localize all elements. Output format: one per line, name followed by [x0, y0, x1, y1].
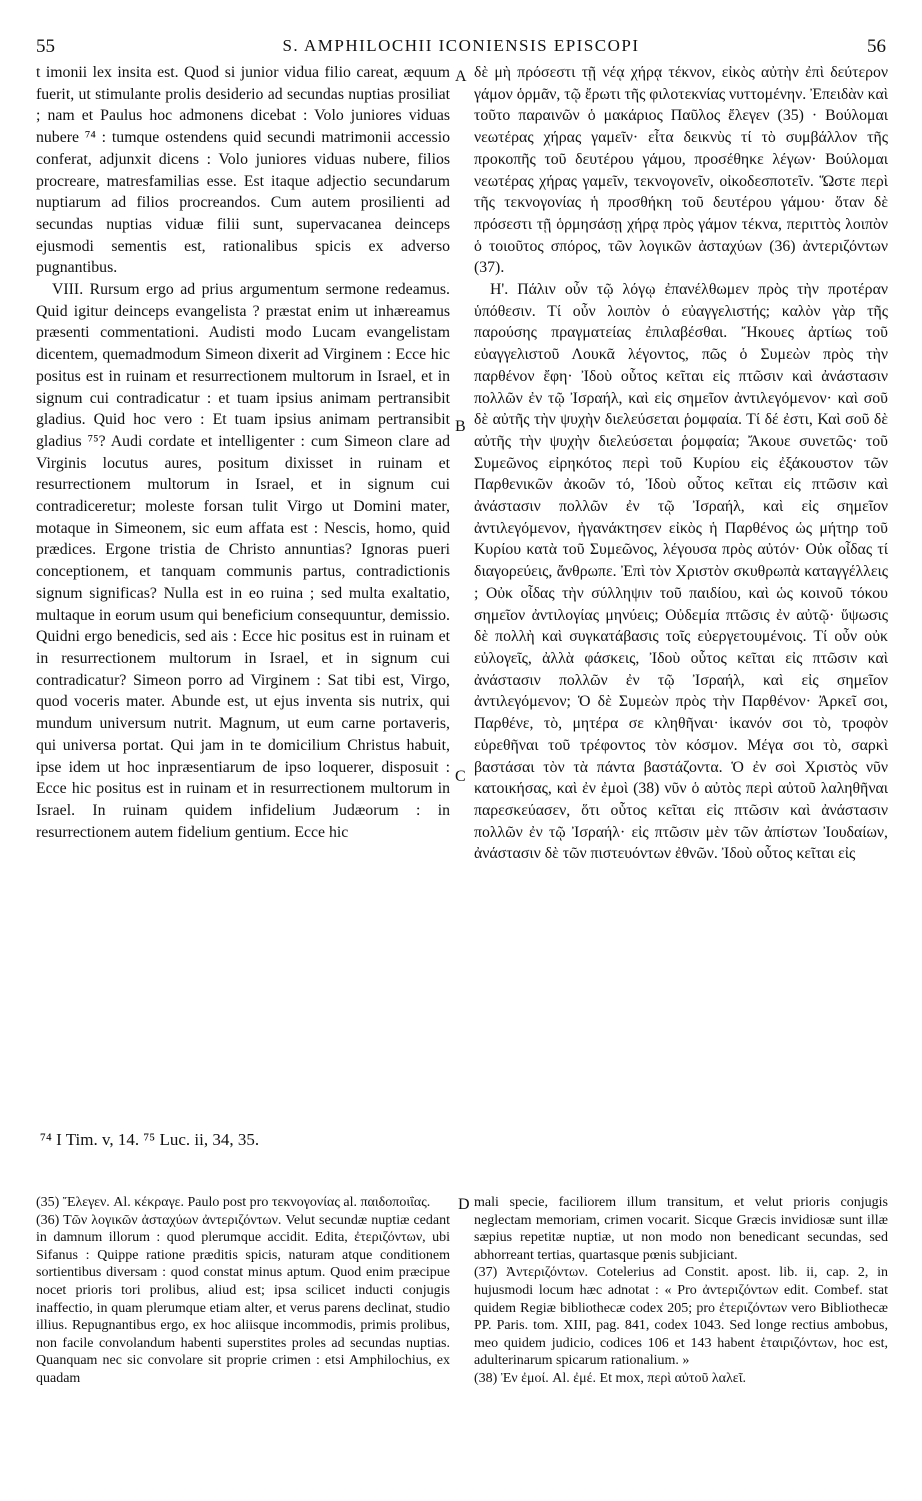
margin-letter-a: A [455, 68, 467, 85]
greek-paragraph-2: Η'. Πάλιν οὖν τῷ λόγῳ ἐπανέλθωμεν πρὸς τὴν προτέραν ὑπόθεσιν. Τί οὖν λοιπὸν ὁ εὐαγγελιστής; καλὸν γὰρ τῆς παρούσης πραγματείας ἐπιλαβέσθαι. Ἤκουες ἀρτίως τοῦ εὐαγγελιστοῦ Λουκᾶ λέγοντος, πῶς ὁ Συμεὼν πρὸς τὴν παρθένον ἔφη· Ἰδοὺ οὗτος κεῖται εἰς πτῶσιν καὶ ἀνάστασιν πολλῶν ἐν τῷ Ἰσραήλ, καὶ εἰς σημεῖον ἀντιλεγόμενον· καὶ σοῦ δὲ αὐτῆς τὴν ψυχὴν διελεύσεται ῥομφαία. Τί δέ ἐστι, Καὶ σοῦ δὲ αὐτῆς τὴν ψυχὴν διελεύσεται ῥομφαία; Ἄκουε συνετῶς· τοῦ Συμεῶνος εἰρηκότος περὶ τοῦ Κυρίου εἰς ἐξάκουστον τῶν Παρθενικῶν ἀκοῶν τό, Ἰδοὺ οὗτος κεῖται εἰς πτῶσιν καὶ ἀνάστασιν πολλῶν ἐν τῷ Ἰσραήλ, καὶ εἰς σημεῖον ἀντιλεγόμενον, ἠγανάκτησεν εἰκὸς ἡ Παρθένος ὡς μήτηρ τοῦ Κυρίου κατὰ τοῦ Συμεῶνος, λέγουσα πρὸς αὐτόν· Οὐκ οἶδας τί διαγορεύεις, ἄνθρωπε. Ἐπὶ τὸν Χριστὸν σκυθρωπὰ καταγγέλλεις ; Οὐκ οἶδας τὴν σύλληψιν τοῦ παιδίου, καὶ ὡς κοινοῦ τόκου σημεῖον ἀντιλογίας μηνύεις; Οὐδεμία πτῶσις ἐν αὐτῷ· ὕψωσις δὲ πολλὴ καὶ συγκατάβασις τοῖς εὐεργετουμένοις. Τί οὖν οὐκ εὐλογεῖς, ἀλλὰ φάσκεις, Ἰδοὺ οὗτος κεῖται εἰς πτῶσιν καὶ ἀνάστασιν πολλῶν ἐν τῷ Ἰσραήλ, καὶ εἰς σημεῖον ἀντιλεγόμενον; Ὁ δὲ Συμεὼν πρὸς τὴν Παρθένον· Ἀρκεῖ σοι, Παρθένε, τὸ, μητέρα σε κληθῆναι· ἱκανόν σοι τὸ, τροφὸν εὑρεθῆναι τοῦ τρέφοντος τὸν κόσμον. Μέγα σοι τὸ, σαρκὶ βαστάσαι τὸν τὰ πάντα βαστάζοντα. Ὁ ἐν σοὶ Χριστὸς νῦν κατοικήσας, καὶ ἐν ἐμοὶ (38) νῦν ὁ αὐτὸς περὶ αὐτοῦ λαληθῆναι παρεσκεύασεν, ὅτι οὗτος κεῖται εἰς πτῶσιν καὶ ἀνάστασιν πολλῶν ἐν τῷ Ἰσραήλ· εἰς πτῶσιν μὲν τῶν ἀπίστων Ἰουδαίων, ἀνάστασιν δὲ τῶν πιστευόντων ἐθνῶν. Ἰδοὺ οὗτος κεῖται εἰς [474, 281, 888, 863]
note-35: (35) Ἔλεγεν. Al. κέκραγε. Paulo post pro τεκνογονίας al. παιδοποιΐας. [36, 1195, 431, 1210]
latin-paragraph-1: t imonii lex insita est. Quod si junior vidua filio careat, æquum fuerit, ut stimulante prolis desiderio ad secundas nuptias prosiliat ; nam et Paulus hoc admonens dicebat : Volo juniores viduas nubere ⁷⁴ : tumque ostendens quid secundi matrimonii accessio conferat, adjunxit dicens : Volo juniores viduas nubere, filios procreare, matresfamilias esse. Est itaque adjectio secundarum nuptiarum ad filios procreandos. Cum autem prosilienti ad secundas nuptias viduæ filii sunt, supervacanea deinceps ejusmodi sementis est, rationalibus spicis ex adverso pugnantibus. [36, 64, 450, 277]
notes-right-column [474, 1194, 888, 1388]
margin-letter-c: C [455, 768, 466, 785]
margin-letter-b: B [455, 418, 466, 435]
note-36: (36) Τῶν λογικῶν ἀσταχύων ἀντεριζόντων. Velut secundæ nuptiæ cedant in damnum illorum : quod plerumque accidit. Edita, ἐτεριζόντων, ubi Sifanus : Quippe ratione præditis spicis, naturam atque conditionem sortientibus diversam : quod constat minus aptum. Quod enim præcipue nocet prioris tori prolibus, aliud est; ipsa scilicet inducti conjugis inaffectio, in quam plerumque etiam alter, et verus parens declinat, studio illius. Repugnantibus ergo, ex hoc aliisque incommodis, primis prolibus, non facile convolandum habenti superstites proles ad secundas nuptias. Quanquam nec sic convolare sit proprie crimen : etsi Amphilochius, ex quadam [36, 1212, 450, 1386]
notes-left-column [36, 1194, 450, 1388]
page-header [36, 36, 886, 58]
running-title: S. AMPHILOCHII ICONIENSIS EPISCOPI [282, 36, 640, 55]
page-number-left: 55 [36, 36, 55, 57]
greek-paragraph-1: δὲ μὴ πρόσεστι τῇ νέᾳ χήρᾳ τέκνον, εἰκὸς αὐτὴν ἐπὶ δεύτερον γάμον ὁρμᾶν, τῷ ἔρωτι τῆς φιλοτεκνίας νυττομένην. Ἐπειδὰν καὶ τοῦτο παραινῶν ὁ μακάριος Παῦλος ἔλεγεν (35) · Βούλομαι νεωτέρας χήρας γαμεῖν· εἶτα δεικνὺς τί τὸ συμβάλλον τῆς προκοπῆς τοῦ δευτέρου γάμου, προσέθηκε λέγων· Βούλομαι νεωτέρας χήρας γαμεῖν, τεκνογονεῖν, οἰκοδεσποτεῖν. Ὥστε περὶ τῆς τεκνογονίας ἡ προσθήκη τοῦ δευτέρου γάμου· ὅταν δὲ πρόσεστι τῇ ὁρμησάσῃ χήρᾳ πρὸς γάμον τέκνα, περιττὸς λοιπὸν ὁ τοιοῦτος σπόρος, τῶν λογικῶν ἀσταχύων (36) ἀντεριζόντων (37). [474, 64, 888, 277]
greek-column [474, 62, 888, 865]
latin-paragraph-2: VIII. Rursum ergo ad prius argumentum sermone redeamus. Quid igitur deinceps evangelista ? præstat enim ut inhæreamus præsenti commentationi. Audisti modo Lucam evangelistam dicentem, quemadmodum Simeon dixerit ad Virginem : Ecce hic positus est in ruinam et resurrectionem multorum in Israel, et in signum cui contradicatur : et tuam ipsius animam pertransibit gladius. Quid hoc vero : Et tuam ipsius animam pertransibit gladius ⁷⁵? Audi cordate et intelligenter : cum Simeon clare ad Virginis locutus aures, positum dixisset in ruinam et resurrectionem multorum in Israel, et in signum cui contradiceretur; moleste forsan tulit Virgo ut Domini mater, motaque in Simeonem, sic eum affata est : Nescis, homo, quid prædices. Ergone tristia de Christo annuntias? Ignoras pueri conceptionem, et tanquam communis partus, contradictionis signum significas? Nulla est in eo ruina ; sed multa exaltatio, multaque in eorum usum qui beneficium consequuntur, demissio. Quidni ergo benedicis, sed ais : Ecce hic positus est in ruinam et in resurrectionem multorum in Israel, et in signum cui contradicatur? Simeon porro ad Virginem : Sat tibi est, Virgo, quod voceris mater. Abunde est, ut ejus inventa sis nutrix, qui mundum universum nutrit. Magnum, ut eum carne portaveris, qui universa portat. Qui jam in te domicilium Christus habuit, ipse idem ut hoc inpræsentiarum de ipso loquerer, disposuit : Ecce hic positus est in ruinam et in resurrectionem multorum in Israel. In ruinam quidem infidelium Judæorum : in resurrectionem autem fidelium gentium. Ecce hic [36, 281, 450, 841]
note-36-continued: mali specie, faciliorem illum transitum, et velut prioris conjugis neglectam memoriam, crimen vocarit. Sicque Græcis invidiosæ sunt illæ sæpius repetitæ nuptiæ, ut non modo non benedicant secundas, sed abhorreant tertias, quartasque pœnis subjiciant. [474, 1195, 888, 1263]
margin-letter-d: D [458, 1196, 470, 1213]
note-37: (37) Ἀντεριζόντων. Cotelerius ad Constit. apost. lib. ii, cap. 2, in hujusmodi locum hæc adnotat : « Pro ἀντεριζόντων edit. Combef. stat quidem Regiæ bibliothecæ codex 205; pro ἐτεριζόντων vero Bibliothecæ PP. Paris. tom. XIII, pag. 841, codex 1043. Sed longe rectius ambobus, meo quidem judicio, codices 106 et 143 habent ἑταιριζόντων, hoc est, adulterinarum spicarum rationalium. » [474, 1265, 888, 1369]
latin-column [36, 62, 450, 843]
note-38: (38) Ἐν ἐμοί. Al. ἐμέ. Et mox, περὶ αὐτοῦ λαλεῖ. [474, 1370, 746, 1386]
scripture-references: ⁷⁴ I Tim. v, 14. ⁷⁵ Luc. ii, 34, 35. [40, 1130, 260, 1149]
page-number-right: 56 [867, 36, 886, 57]
